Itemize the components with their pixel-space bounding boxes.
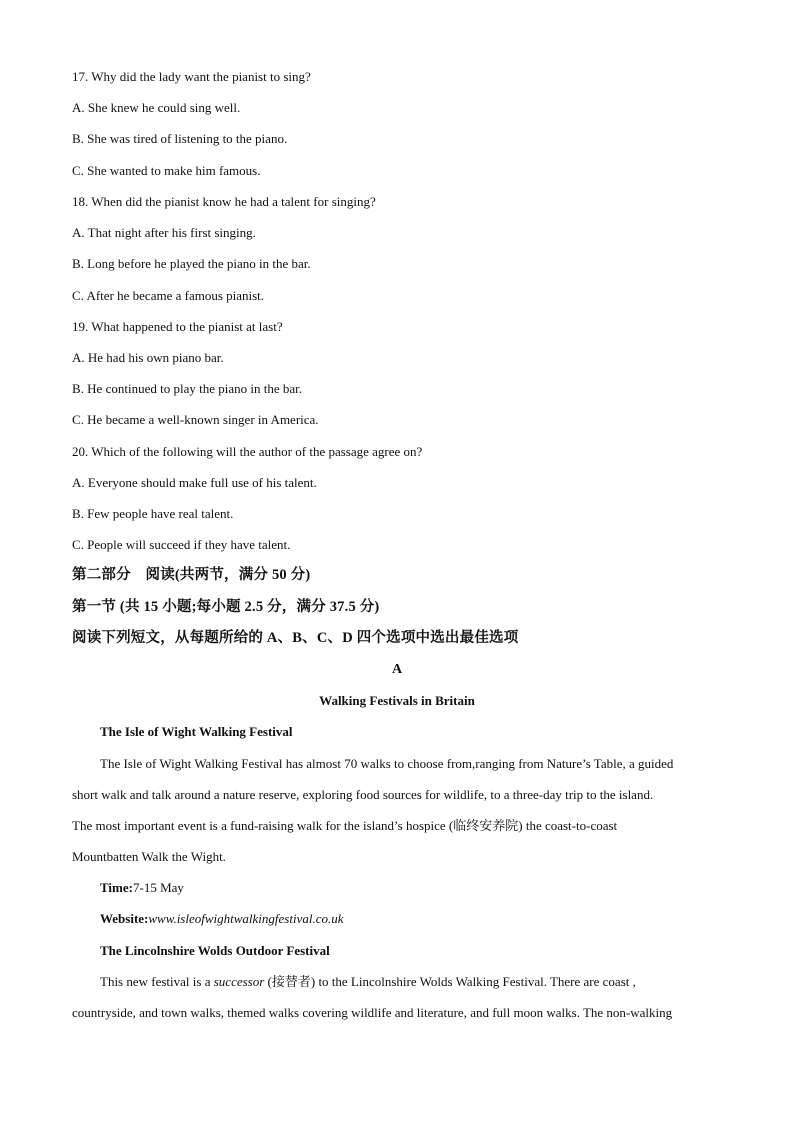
question-18-option-a: A. That night after his first singing. (72, 225, 256, 240)
festival-1-name: The Isle of Wight Walking Festival (100, 724, 293, 739)
question-19-option-b: B. He continued to play the piano in the bar. (72, 381, 302, 396)
festival-1-time (100, 879, 184, 897)
question-20-option-c: C. People will succeed if they have talent. (72, 537, 291, 552)
festival-1-website (100, 910, 344, 928)
question-18-option-c: C. After he became a famous pianist. (72, 288, 265, 303)
question-18-option-b: B. Long before he played the piano in the bar. (72, 256, 311, 271)
question-17-stem: 17. Why did the lady want the pianist to sing? (72, 69, 311, 84)
festival-1-line-2: short walk and talk around a nature reserve, exploring food sources for wildlife, to a three-day trip to the island. (72, 787, 654, 802)
part-two-heading: 第二部分 阅读(共两节，满分 50 分) (72, 567, 311, 583)
website-link[interactable]: www.isleofwightwalkingfestival.co.uk (148, 911, 344, 926)
question-20-option-b: B. Few people have real talent. (72, 506, 234, 521)
passage-title: Walking Festivals in Britain (319, 693, 475, 708)
question-17-option-a: A. She knew he could sing well. (72, 100, 241, 115)
question-19-option-c: C. He became a well-known singer in America. (72, 412, 319, 427)
festival-2-line-1-start: This new festival is a (100, 974, 214, 989)
time-label: Time: (100, 880, 133, 895)
successor-word: successor (213, 974, 265, 989)
question-17-option-b: B. She was tired of listening to the piano. (72, 131, 288, 146)
question-19-option-a: A. He had his own piano bar. (72, 350, 224, 365)
festival-2-line-2: countryside, and town walks, themed walks covering wildlife and literature, and full moon walks. The non-walking (72, 1005, 673, 1020)
question-19-stem: 19. What happened to the pianist at last? (72, 319, 283, 334)
festival-1-line-4: Mountbatten Walk the Wight. (72, 849, 226, 864)
time-value: 7-15 May (132, 880, 184, 895)
question-20-stem: 20. Which of the following will the author of the passage agree on? (72, 444, 423, 459)
festival-2-line-1 (100, 973, 636, 991)
passage-letter: A (391, 662, 403, 677)
question-17-option-c: C. She wanted to make him famous. (72, 163, 261, 178)
festival-2-line-1-end: (接替者) to the Lincolnshire Wolds Walking Festival. There are coast , (264, 974, 636, 989)
subsection-heading: 第一节 (共 15 小题;每小题 2.5 分，满分 37.5 分) (72, 599, 380, 615)
website-label: Website: (100, 911, 149, 926)
festival-1-line-3: The most important event is a fund-raising walk for the island’s hospice (临终安养院) the coast-to-coast (72, 818, 618, 833)
question-20-option-a: A. Everyone should make full use of his talent. (72, 475, 317, 490)
question-18-stem: 18. When did the pianist know he had a talent for singing? (72, 194, 376, 209)
reading-instruction: 阅读下列短文，从每题所给的 A、B、C、D 四个选项中选出最佳选项 (72, 630, 519, 646)
festival-2-name: The Lincolnshire Wolds Outdoor Festival (100, 943, 330, 958)
festival-1-line-1: The Isle of Wight Walking Festival has almost 70 walks to choose from,ranging from Nature’s Table, a guided (100, 756, 674, 771)
